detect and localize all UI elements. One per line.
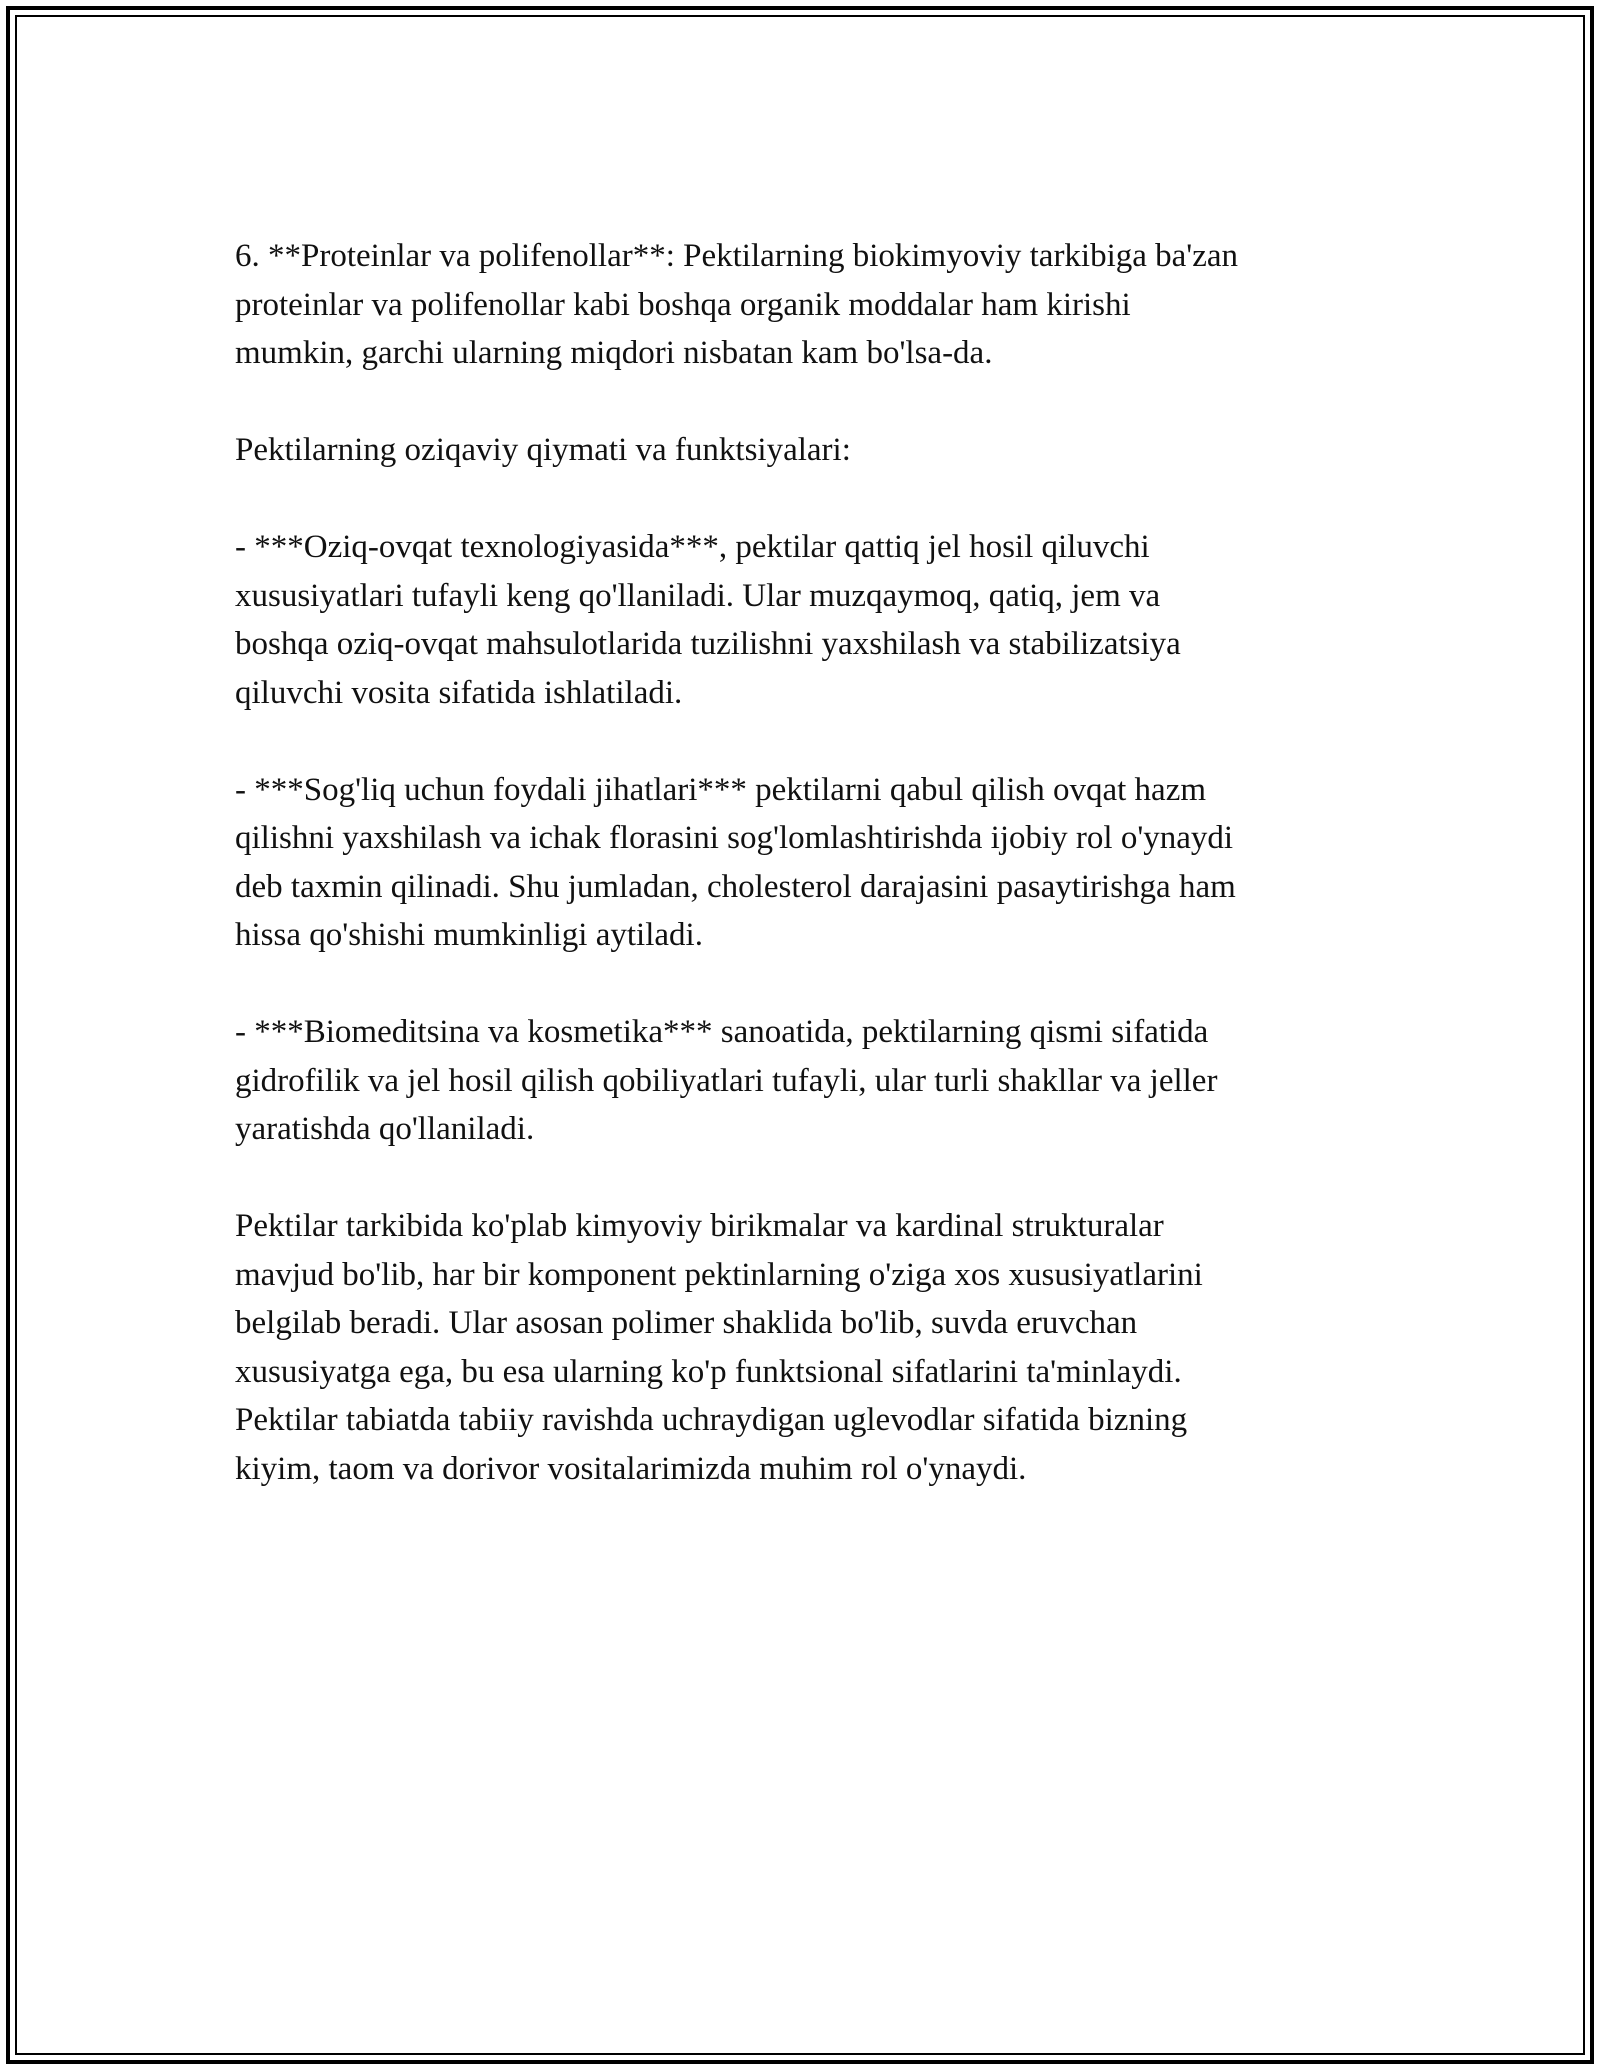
paragraph-biomeditsina-kosmetika: - ***Biomeditsina va kosmetika*** sanoatida, pektilarning qismi sifatida gidrofilik va jel hosil qilish qobiliyatlari tufayli, ular turli shakllar va jeller yaratishda qo'llaniladi.: [235, 1014, 1218, 1147]
paragraph-oziq-ovqat-texnologiyasida: - ***Oziq-ovqat texnologiyasida***, pektilar qattiq jel hosil qiluvchi xususiyatlari tufayli keng qo'llaniladi. Ular muzqaymoq, qatiq, jem va boshqa oziq-ovqat mahsulotlarida tuzilishni yaxshilash va stabilizatsiya qiluvchi vosita sifatida ishlatiladi.: [235, 529, 1181, 711]
paragraph-xulosa: Pektilar tarkibida ko'plab kimyoviy birikmalar va kardinal strukturalar mavjud bo'lib, har bir komponent pektinlarning o'ziga xos xususiyatlarini belgilab beradi. Ular asosan polimer shaklida bo'lib, suvda eruvchan xususiyatga ega, bu esa ularning ko'p funktsional sifatlarini ta'minlaydi. Pektilar tabiatda tabiiy ravishda uchraydigan uglevodlar sifatida bizning kiyim, taom va dorivor vositalarimizda muhim rol o'ynaydi.: [235, 1208, 1203, 1487]
paragraph-oziqaviy-qiymati-heading: Pektilarning oziqaviy qiymati va funktsiyalari:: [235, 432, 851, 468]
paragraph-proteinlar-polifenollar: 6. **Proteinlar va polifenollar**: Pektilarning biokimyoviy tarkibiga ba'zan proteinlar va polifenollar kabi boshqa organik moddalar ham kirishi mumkin, garchi ularning miqdori nisbatan kam bo'lsa-da.: [235, 238, 1239, 371]
document-body: [235, 232, 1365, 1493]
paragraph-sogliq-uchun-foydali: - ***Sog'liq uchun foydali jihatlari*** pektilarni qabul qilish ovqat hazm qilishni yaxshilash va ichak florasini sog'lomlashtirishda ijobiy rol o'ynaydi deb taxmin qilinadi. Shu jumladan, cholesterol darajasini pasaytirishga ham hissa qo'shishi mumkinligi aytiladi.: [235, 771, 1236, 953]
